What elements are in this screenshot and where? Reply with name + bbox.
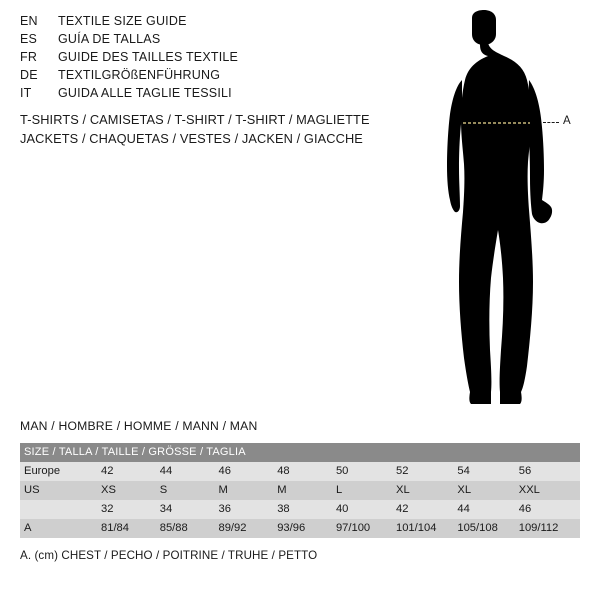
cell-us-1: XS [101, 481, 160, 500]
language-text-es: GUÍA DE TALLAS [58, 32, 161, 46]
cell-europe-3: 46 [218, 462, 277, 481]
row-label-europe: Europe [20, 462, 101, 481]
footer-note: A. (cm) CHEST / PECHO / POITRINE / TRUHE / PETTO [20, 549, 318, 562]
table-row [20, 500, 580, 519]
cell-us-4: M [277, 481, 336, 500]
cell-a-4: 93/96 [277, 519, 336, 538]
cell-europe-5: 50 [336, 462, 396, 481]
language-text-fr: GUIDE DES TAILLES TEXTILE [58, 50, 239, 64]
cell-us-3: M [218, 481, 277, 500]
language-header-block [20, 14, 360, 104]
table-row [20, 519, 580, 538]
language-text-it: GUIDA ALLE TAGLIE TESSILI [58, 86, 232, 100]
language-row-it [20, 86, 360, 104]
language-code-it: IT [20, 86, 32, 100]
language-code-fr: FR [20, 50, 38, 64]
language-row-fr [20, 50, 360, 68]
cell-europe-8: 56 [519, 462, 580, 481]
language-row-de [20, 68, 360, 86]
row-label-numeric [20, 500, 101, 519]
cell-numeric-7: 44 [457, 500, 518, 519]
cell-numeric-6: 42 [396, 500, 457, 519]
cell-a-3: 89/92 [218, 519, 277, 538]
figure-svg [400, 10, 600, 410]
language-code-de: DE [20, 68, 38, 82]
category-line-jackets: JACKETS / CHAQUETAS / VESTES / JACKEN / GIACCHE [20, 131, 363, 146]
cell-europe-6: 52 [396, 462, 457, 481]
category-block [20, 110, 380, 148]
cell-numeric-2: 34 [160, 500, 219, 519]
table-header-row [20, 443, 580, 462]
cell-a-8: 109/112 [519, 519, 580, 538]
language-row-es [20, 32, 360, 50]
cell-europe-7: 54 [457, 462, 518, 481]
row-label-a: A [20, 519, 101, 538]
cell-a-2: 85/88 [160, 519, 219, 538]
cell-numeric-8: 46 [519, 500, 580, 519]
cell-numeric-3: 36 [218, 500, 277, 519]
language-row-en [20, 14, 360, 32]
table-header-label: SIZE / TALLA / TAILLE / GRÖSSE / TAGLIA [20, 443, 580, 462]
size-table [20, 443, 580, 538]
measure-label-a: A [563, 115, 571, 127]
cell-numeric-5: 40 [336, 500, 396, 519]
cell-us-2: S [160, 481, 219, 500]
category-line-tshirts: T-SHIRTS / CAMISETAS / T-SHIRT / T-SHIRT / MAGLIETTE [20, 112, 370, 127]
table-title-man: MAN / HOMBRE / HOMME / MANN / MAN [20, 419, 258, 433]
cell-a-1: 81/84 [101, 519, 160, 538]
cell-us-8: XXL [519, 481, 580, 500]
measure-leader-line [543, 122, 559, 123]
table-row [20, 481, 580, 500]
cell-us-6: XL [396, 481, 457, 500]
cell-numeric-1: 32 [101, 500, 160, 519]
male-figure-illustration [400, 10, 600, 410]
language-text-en: TEXTILE SIZE GUIDE [58, 14, 187, 28]
cell-us-7: XL [457, 481, 518, 500]
row-label-us: US [20, 481, 101, 500]
cell-numeric-4: 38 [277, 500, 336, 519]
language-text-de: TEXTILGRÖßENFÜHRUNG [58, 68, 221, 82]
table-row [20, 462, 580, 481]
cell-europe-1: 42 [101, 462, 160, 481]
cell-us-5: L [336, 481, 396, 500]
cell-europe-4: 48 [277, 462, 336, 481]
cell-europe-2: 44 [160, 462, 219, 481]
language-code-en: EN [20, 14, 38, 28]
cell-a-7: 105/108 [457, 519, 518, 538]
cell-a-5: 97/100 [336, 519, 396, 538]
cell-a-6: 101/104 [396, 519, 457, 538]
language-code-es: ES [20, 32, 38, 46]
